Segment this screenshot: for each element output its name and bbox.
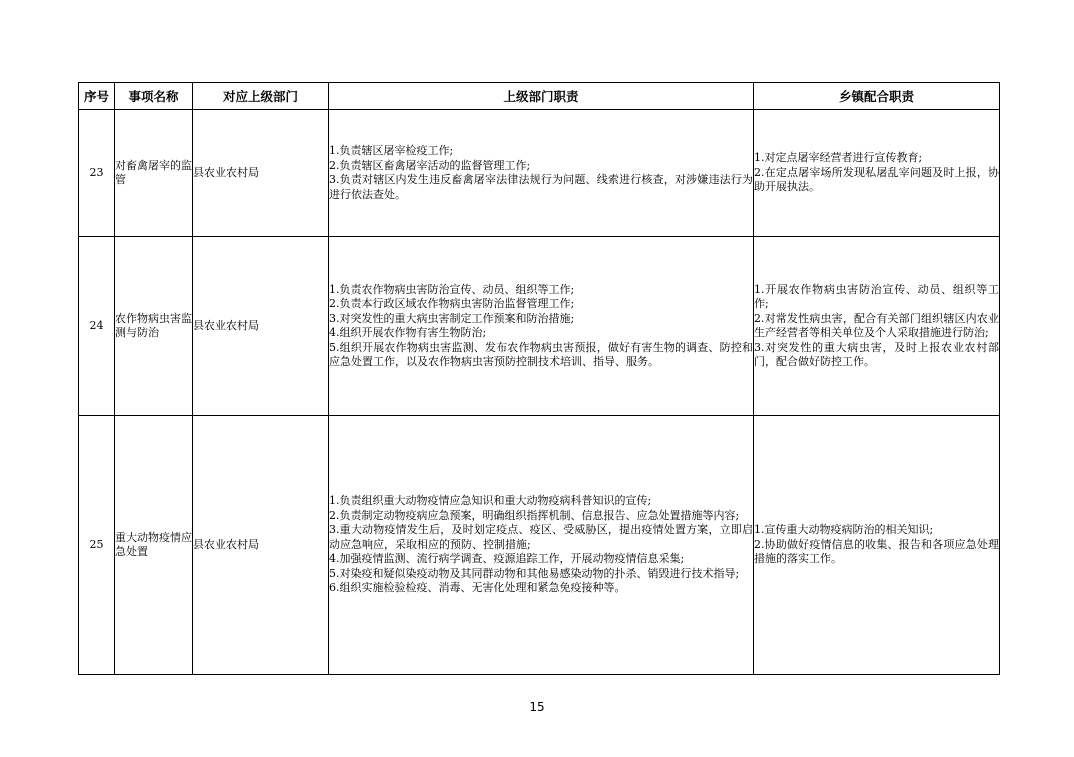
cooperation-item: 1.对定点屠宰经营者进行宣传教育; (754, 151, 923, 165)
header-responsibilities: 上级部门职责 (329, 83, 754, 110)
responsibility-item: 6.组织实施检验检疫、消毒、无害化处理和紧急免疫接种等。 (329, 581, 626, 595)
cooperation-item: 2.对常发性病虫害，配合有关部门组织辖区内农业生产经营者等相关单位及个人采取措施进行防治; (754, 311, 999, 339)
header-department: 对应上级部门 (193, 83, 329, 110)
header-item-name: 事项名称 (115, 83, 193, 110)
responsibility-item: 5.对染疫和疑似染疫动物及其同群动物和其他易感染动物的扑杀、销毁进行技术指导; (329, 566, 740, 580)
page-number: 15 (529, 700, 545, 714)
table-row (79, 237, 1000, 416)
cooperation-cell (754, 110, 1000, 237)
header-row (79, 83, 1000, 110)
responsibility-item: 2.负责制定动物疫病应急预案，明确组织指挥机制、信息报告、应急处置措施等内容; (329, 508, 740, 522)
cooperation-item: 2.在定点屠宰场所发现私屠乱宰问题及时上报，协助开展执法。 (754, 165, 999, 194)
responsibility-item: 1.负责农作物病虫害防治宣传、动员、组织等工作; (329, 282, 575, 296)
responsibility-item: 3.对突发性的重大病虫害制定工作预案和防治措施; (329, 311, 575, 325)
responsibility-item: 3.重大动物疫情发生后，及时划定疫点、疫区、受威胁区，提出疫情处置方案，立即启动应急响应，采取相应的预防、控制措施; (329, 523, 753, 551)
responsibility-item: 2.负责辖区畜禽屠宰活动的监督管理工作; (329, 158, 531, 172)
responsibility-item: 1.负责组织重大动物疫情应急知识和重大动物疫病科普知识的宣传; (329, 494, 652, 508)
responsibility-item: 4.组织开展农作物有害生物防治; (329, 326, 487, 339)
responsibility-item: 5.组织开展农作物病虫害监测、发布农作物病虫害预报，做好有害生物的调查、防控和应急处置工作，以及农作物病虫害预防控制技术培训、指导、服务。 (329, 340, 753, 368)
duty-table (78, 82, 1000, 675)
department: 县农业农村局 (193, 110, 329, 237)
cooperation-item: 1.开展农作物病虫害防治宣传、动员、组织等工作; (754, 282, 999, 310)
cooperation-cell (754, 237, 1000, 416)
item-name: 对畜禽屠宰的监管 (115, 110, 193, 237)
cooperation-cell (754, 416, 1000, 675)
row-number: 25 (79, 416, 115, 675)
responsibilities-cell (329, 237, 754, 416)
cooperation-item: 2.协助做好疫情信息的收集、报告和各项应急处理措施的落实工作。 (754, 537, 999, 566)
responsibility-item: 3.负责对辖区内发生违反畜禽屠宰法律法规行为问题、线索进行核查，对涉嫌违法行为进行依法查处。 (329, 173, 753, 201)
cooperation-item: 1.宣传重大动物疫病防治的相关知识; (754, 523, 934, 537)
row-number: 24 (79, 237, 115, 416)
row-number: 23 (79, 110, 115, 237)
cooperation-item: 3.对突发性的重大病虫害，及时上报农业农村部门，配合做好防控工作。 (754, 340, 999, 368)
header-number: 序号 (79, 83, 115, 110)
responsibility-item: 2.负责本行政区域农作物病虫害防治监督管理工作; (329, 297, 575, 310)
responsibility-item: 1.负责辖区屠宰检疫工作; (329, 144, 454, 157)
table-row (79, 416, 1000, 675)
responsibility-item: 4.加强疫情监测、流行病学调查、疫源追踪工作，开展动物疫情信息采集; (329, 552, 685, 566)
responsibilities-cell (329, 416, 754, 675)
header-cooperation: 乡镇配合职责 (754, 83, 1000, 110)
table-row (79, 110, 1000, 237)
department: 县农业农村局 (193, 237, 329, 416)
item-name: 重大动物疫情应急处置 (115, 416, 193, 675)
responsibilities-cell (329, 110, 754, 237)
item-name: 农作物病虫害监测与防治 (115, 237, 193, 416)
department: 县农业农村局 (193, 416, 329, 675)
